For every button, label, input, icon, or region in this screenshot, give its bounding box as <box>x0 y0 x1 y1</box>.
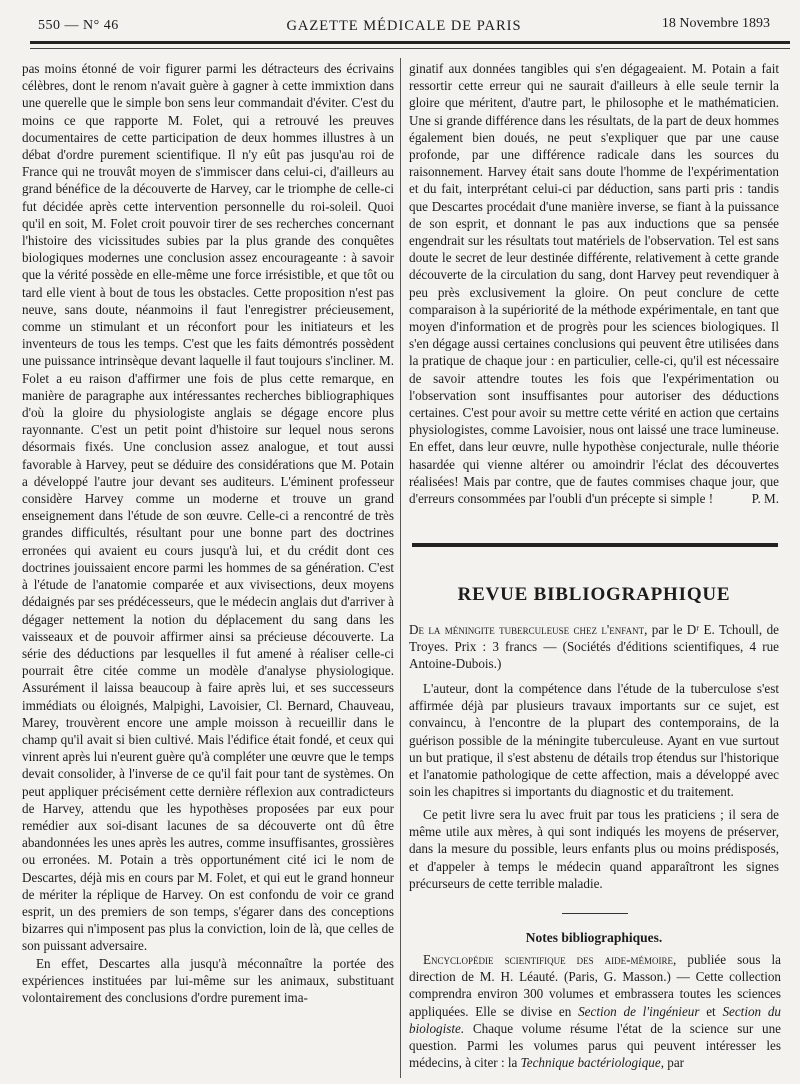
book-title: De la méningite tuberculeuse chez l'enfant, <box>409 622 648 637</box>
section-rule <box>412 543 778 547</box>
left-column <box>22 60 394 1006</box>
book-details: par le Dʳ E. Tchoull, de Troyes. Prix : 3 francs — (Sociétés d'éditions scientifiques, 4 rue Antoine-Dubois.) <box>409 622 779 672</box>
review-paragraph-2: Ce petit livre sera lu avec fruit par tous les praticiens ; il sera de même utile aux mères, à qui sont indiqués les moyens de préserver, dans la mesure du possible, leurs enfants plus ou moins prédisposés, et d'appeler à temps le médecin quand apparaîtront les signes précurseurs de cette terrible maladie. <box>409 807 779 891</box>
article-signature: P. M. <box>751 491 779 507</box>
notes-rule <box>562 913 628 914</box>
right-column-article <box>409 60 779 507</box>
review-section-title: REVUE BIBLIOGRAPHIQUE <box>457 584 731 605</box>
header-rule-thin <box>30 48 790 49</box>
column-divider <box>400 58 401 1078</box>
page-number: 550 — N° 46 <box>38 18 119 33</box>
page-header <box>38 14 770 40</box>
left-paragraph-1: pas moins étonné de voir figurer parmi les détracteurs des écrivains célèbres, dont le renom n'avait guère à gagner à cette immixtion dans une querelle que le simple bon sens leur commandait d'éviter. C'est du moins ce que rapporte M. Folet, qui a retrouvé les preuves documentaires de cette participation de deux hommes illustres à un débat d'ordre purement scientifique. Il n'y eût pas jusqu'au roi de France qui ne trouvât moyen de s'immiscer dans celui-ci, d'ailleurs au grand bénéfice de la découverte de Harvey, car le triomphe de celle-ci fut décidée après cette intervention personnelle du roi-soleil. Quoi qu'il en soit, M. Folet croit pouvoir tirer de ses recherches concernant l'histoire des vicissitudes subies par la plus grande des conquêtes biologiques modernes une conclusion assez encourageante : à savoir que la vérité possède en elle-même une force irrésistible, et que tôt ou tard elle vient à bout de tous les obstacles. Cette proposition n'est pas neuve, sans doute, néanmoins il faut l'enregistrer précieusement, comme un stimulant et un réconfort pour les initiateurs et les inventeurs de tous les temps. C'est que les faits démontrés possèdent une puissance intrinsèque devant laquelle il faut toujours s'incliner. M. Folet a eu raison d'affirmer une fois de plus cette remarque, en manière de paragraphe aux intéressantes recherches bibliographiques d'où la gloire du physiologiste anglais se dégage encore plus rayonnante. C'est un petit point d'histoire sur lequel nous serons désormais fixés. Une conclusion assez analogue, et tout aussi favorable à Harvey, peut se déduire des considérations que M. Potain a développé l'autre jour devant ses auditeurs. L'éminent professeur considère Harvey comme un moderne et trouve un grand enseignement dans l'étude de son œuvre. Celle-ci a rencontré de très grandes difficultés, résultant pour une bonne part des doctrines erronées qui avaient eu cours jusqu'à lui, et du crédit dont ces doctrines jouissaient encore parmi les hommes de sa génération. C'est à l'étude de l'anatomie comparée et aux vivisections, deux moyens dédaignés par ses prédécesseurs, que le médecin anglais dut d'arriver à dégager nettement la notion du déplacement du sang dans les vaisseaux et de pouvoir affirmer ainsi sa précieuse découverte. La série des déductions par lesquelles il fut amené à réaliser celle-ci pourrait être citée comme un modèle d'analyse physiologique. Assurément il laissa beaucoup à faire après lui, et ses successeurs immédiats ou éloignés, Malpighi, Lavoisier, Cl. Bernard, Chauveau, Marey, trouvèrent encore une ample moisson à recueillir dans le champ qu'il avait si bien cultivé. Mais l'édifice était fondé, et ceux qui vinrent après lui n'eurent guère qu'à compléter une œuvre que le temps devait consolider, à l'inverse de ce qu'il fait pour tant de systèmes. On peut appliquer précisément cette dernière réflexion aux contradicteurs de Harvey, attendu que les hypothèses proposées par eux pour remédier aux soi-disant lacunes de sa découverte ont dû être abandonnées les unes après les autres, comme insuffisantes, grossières ou erronées. M. Potain a très opportunément cité ici le nom de Descartes, déjà mis en cours par M. Folet, et qui eut le grand honneur de mériter la réplique de Harvey. On est confondu de voir ce grand esprit, un des premiers de son temps, s'égarer dans des conceptions bizarres qui n'imposent pas plus la conviction, loin de là, que celles de son puissant adversaire. <box>22 61 394 954</box>
bibliography-entry <box>409 621 779 673</box>
header-rule-thick <box>30 41 790 44</box>
review-text <box>409 680 779 800</box>
issue-date: 18 Novembre 1893 <box>661 16 770 31</box>
right-paragraph-1: ginatif aux données tangibles qui s'en dégageaient. M. Potain a fait ressortir cette erreur qui ne saurait d'ailleurs à elle seule ternir la gloire que méritent, d'autre part, le philosophe et le mathématicien. Une si grande différence dans les résultats, de la part de deux hommes également bien doués, ne peut s'expliquer que par une cause profonde, par une différence radicale dans les sources du raisonnement. Harvey était sans doute l'homme de l'expérimentation et du fait, interprétant celui-ci par déduction, sans parti pris : tandis que Descartes procédait d'une manière inverse, se fiant à la puissance de son esprit, et donnant le pas aux inductions que sa pensée engendrait sur les résultats tout matériels de l'observation. Tel est sans doute le secret de leur destinée différente, relativement à cette grande découverte de la circulation du sang, dont Harvey peut revendiquer à peu près exclusivement la gloire. On peut conclure de cette comparaison à la supériorité de la méthode expérimentale, en tant que moyen d'information et de progrès pour les sciences biologiques. Il s'en dégage aussi certaines conclusions qui peuvent être utilisées dans la pratique de chaque jour : en particulier, celle-ci, qu'il est nécessaire de savoir attendre toutes les fois que l'expérimentation ou l'observation sont insuffisantes pour autoriser des déductions certaines. C'est pour avoir su mettre cette vérité en action que certains physiologistes, comme Lavoisier, nous ont laissé une trace lumineuse. En effet, dans leur œuvre, nulle hypothèse conjecturale, nulle théorie hasardée qui vienne altérer ou amoindrir l'éclat des découvertes réalisées! Mais par contre, que de fautes commises chaque jour, que d'erreurs consommées par l'oubli d'un précepte si simple ! P. M. <box>409 61 779 507</box>
left-paragraph-2: En effet, Descartes alla jusqu'à méconnaître la portée des expériences instituées par lui-même sur les animaux, substituant volontairement des conclusions d'ordre purement ima- <box>22 955 394 1005</box>
notes-text <box>409 951 781 1071</box>
journal-title: GAZETTE MÉDICALE DE PARIS <box>286 18 522 34</box>
notes-paragraph-1: Encyclopédie scientifique des aide-mémoire, publiée sous la direction de M. H. Léauté. (Paris, G. Masson.) — Cette collection comprendra environ 300 volumes et embrassera toutes les sciences appliquées. Elle se divise en Section de l'ingénieur et Section du biologiste. Chaque volume résume l'état de la science sur une question. Parmi les volumes parus qui peuvent intéresser les médecins, à citer : la Technique bactériologique, par <box>409 952 781 1071</box>
review-paragraph-1: L'auteur, dont la compétence dans l'étude de la tuberculose s'est affirmée déjà par plusieurs travaux importants sur ce sujet, est convaincu, à l'encontre de la plupart des contemporains, de la guérison possible de la méningite tuberculeuse. Ayant en vue surtout un but pratique, il s'est abstenu de détails trop étendus sur l'historique et l'anatomie pathologique de cette affection, mais a développé avec soin les chapitres si importants du diagnostic et du traitement. <box>409 681 779 800</box>
review-text-2 <box>409 806 779 892</box>
notes-section-title: Notes bibliographiques. <box>525 930 663 945</box>
